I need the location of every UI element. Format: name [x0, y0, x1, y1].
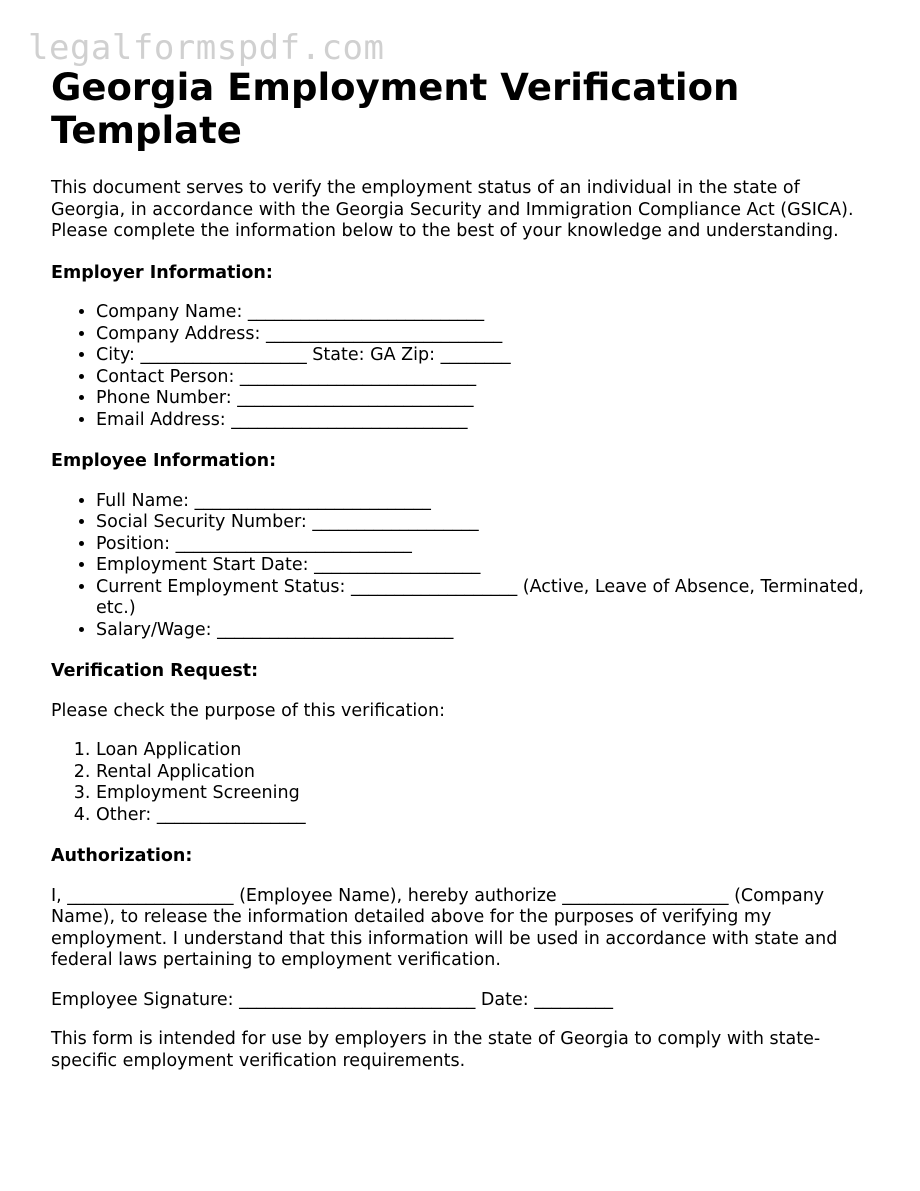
employer-contact-person: • Contact Person: ___________________________ — [96, 367, 871, 389]
employee-heading: Employee Information: — [51, 451, 277, 471]
employee-ssn: • Social Security Number: ___________________ — [96, 512, 871, 534]
authorization-heading: Authorization: — [51, 846, 193, 866]
page-title: Georgia Employment Verification Template — [51, 66, 740, 152]
document-page — [51, 66, 871, 1072]
employee-full-name: • Full Name: ___________________________ — [96, 491, 871, 513]
employer-heading: Employer Information: — [51, 262, 273, 283]
intro-paragraph: This document serves to verify the employment status of an individual in the state of Georgia, in accordance with the Georgia Security and Immigration Compliance Act (GSICA). Please complete the information below to the best of your knowledge and understanding. — [51, 178, 854, 241]
verification-prompt: Please check the purpose of this verification: — [51, 700, 445, 721]
footer-note: This form is intended for use by employers in the state of Georgia to comply with state-specific employment verification requirements. — [51, 1029, 821, 1071]
employee-salary: • Salary/Wage: ___________________________ — [96, 620, 871, 642]
verification-options — [51, 740, 871, 826]
option-employment-screening: 3. Employment Screening — [96, 783, 871, 805]
employer-list — [51, 302, 871, 431]
watermark: legalformspdf.com — [28, 28, 385, 68]
employee-status: • Current Employment Status: ___________________ (Active, Leave of Absence, Terminated, etc.) — [96, 577, 871, 620]
option-other: 4. Other: _________________ — [96, 805, 871, 827]
employer-phone-number: • Phone Number: ___________________________ — [96, 388, 871, 410]
authorization-text: I, ___________________ (Employee Name), hereby authorize ___________________ (Company Name), to release the information detailed above for the purposes of verifying my employment. I understand that this information will be used in accordance with state and federal laws pertaining to employment verification. — [51, 885, 838, 970]
option-loan-application: 1. Loan Application — [96, 740, 871, 762]
employee-start-date: • Employment Start Date: ___________________ — [96, 555, 871, 577]
employer-company-address: • Company Address: ___________________________ — [96, 324, 871, 346]
option-rental-application: 2. Rental Application — [96, 762, 871, 784]
employee-position: • Position: ___________________________ — [96, 534, 871, 556]
signature-line: Employee Signature: ___________________________ Date: _________ — [51, 989, 613, 1010]
verification-heading: Verification Request: — [51, 661, 259, 681]
employer-company-name: • Company Name: ___________________________ — [96, 302, 871, 324]
employer-email-address: • Email Address: ___________________________ — [96, 410, 871, 432]
employer-city-state-zip: • City: ___________________ State: GA Zip: ________ — [96, 345, 871, 367]
employee-list — [51, 491, 871, 642]
